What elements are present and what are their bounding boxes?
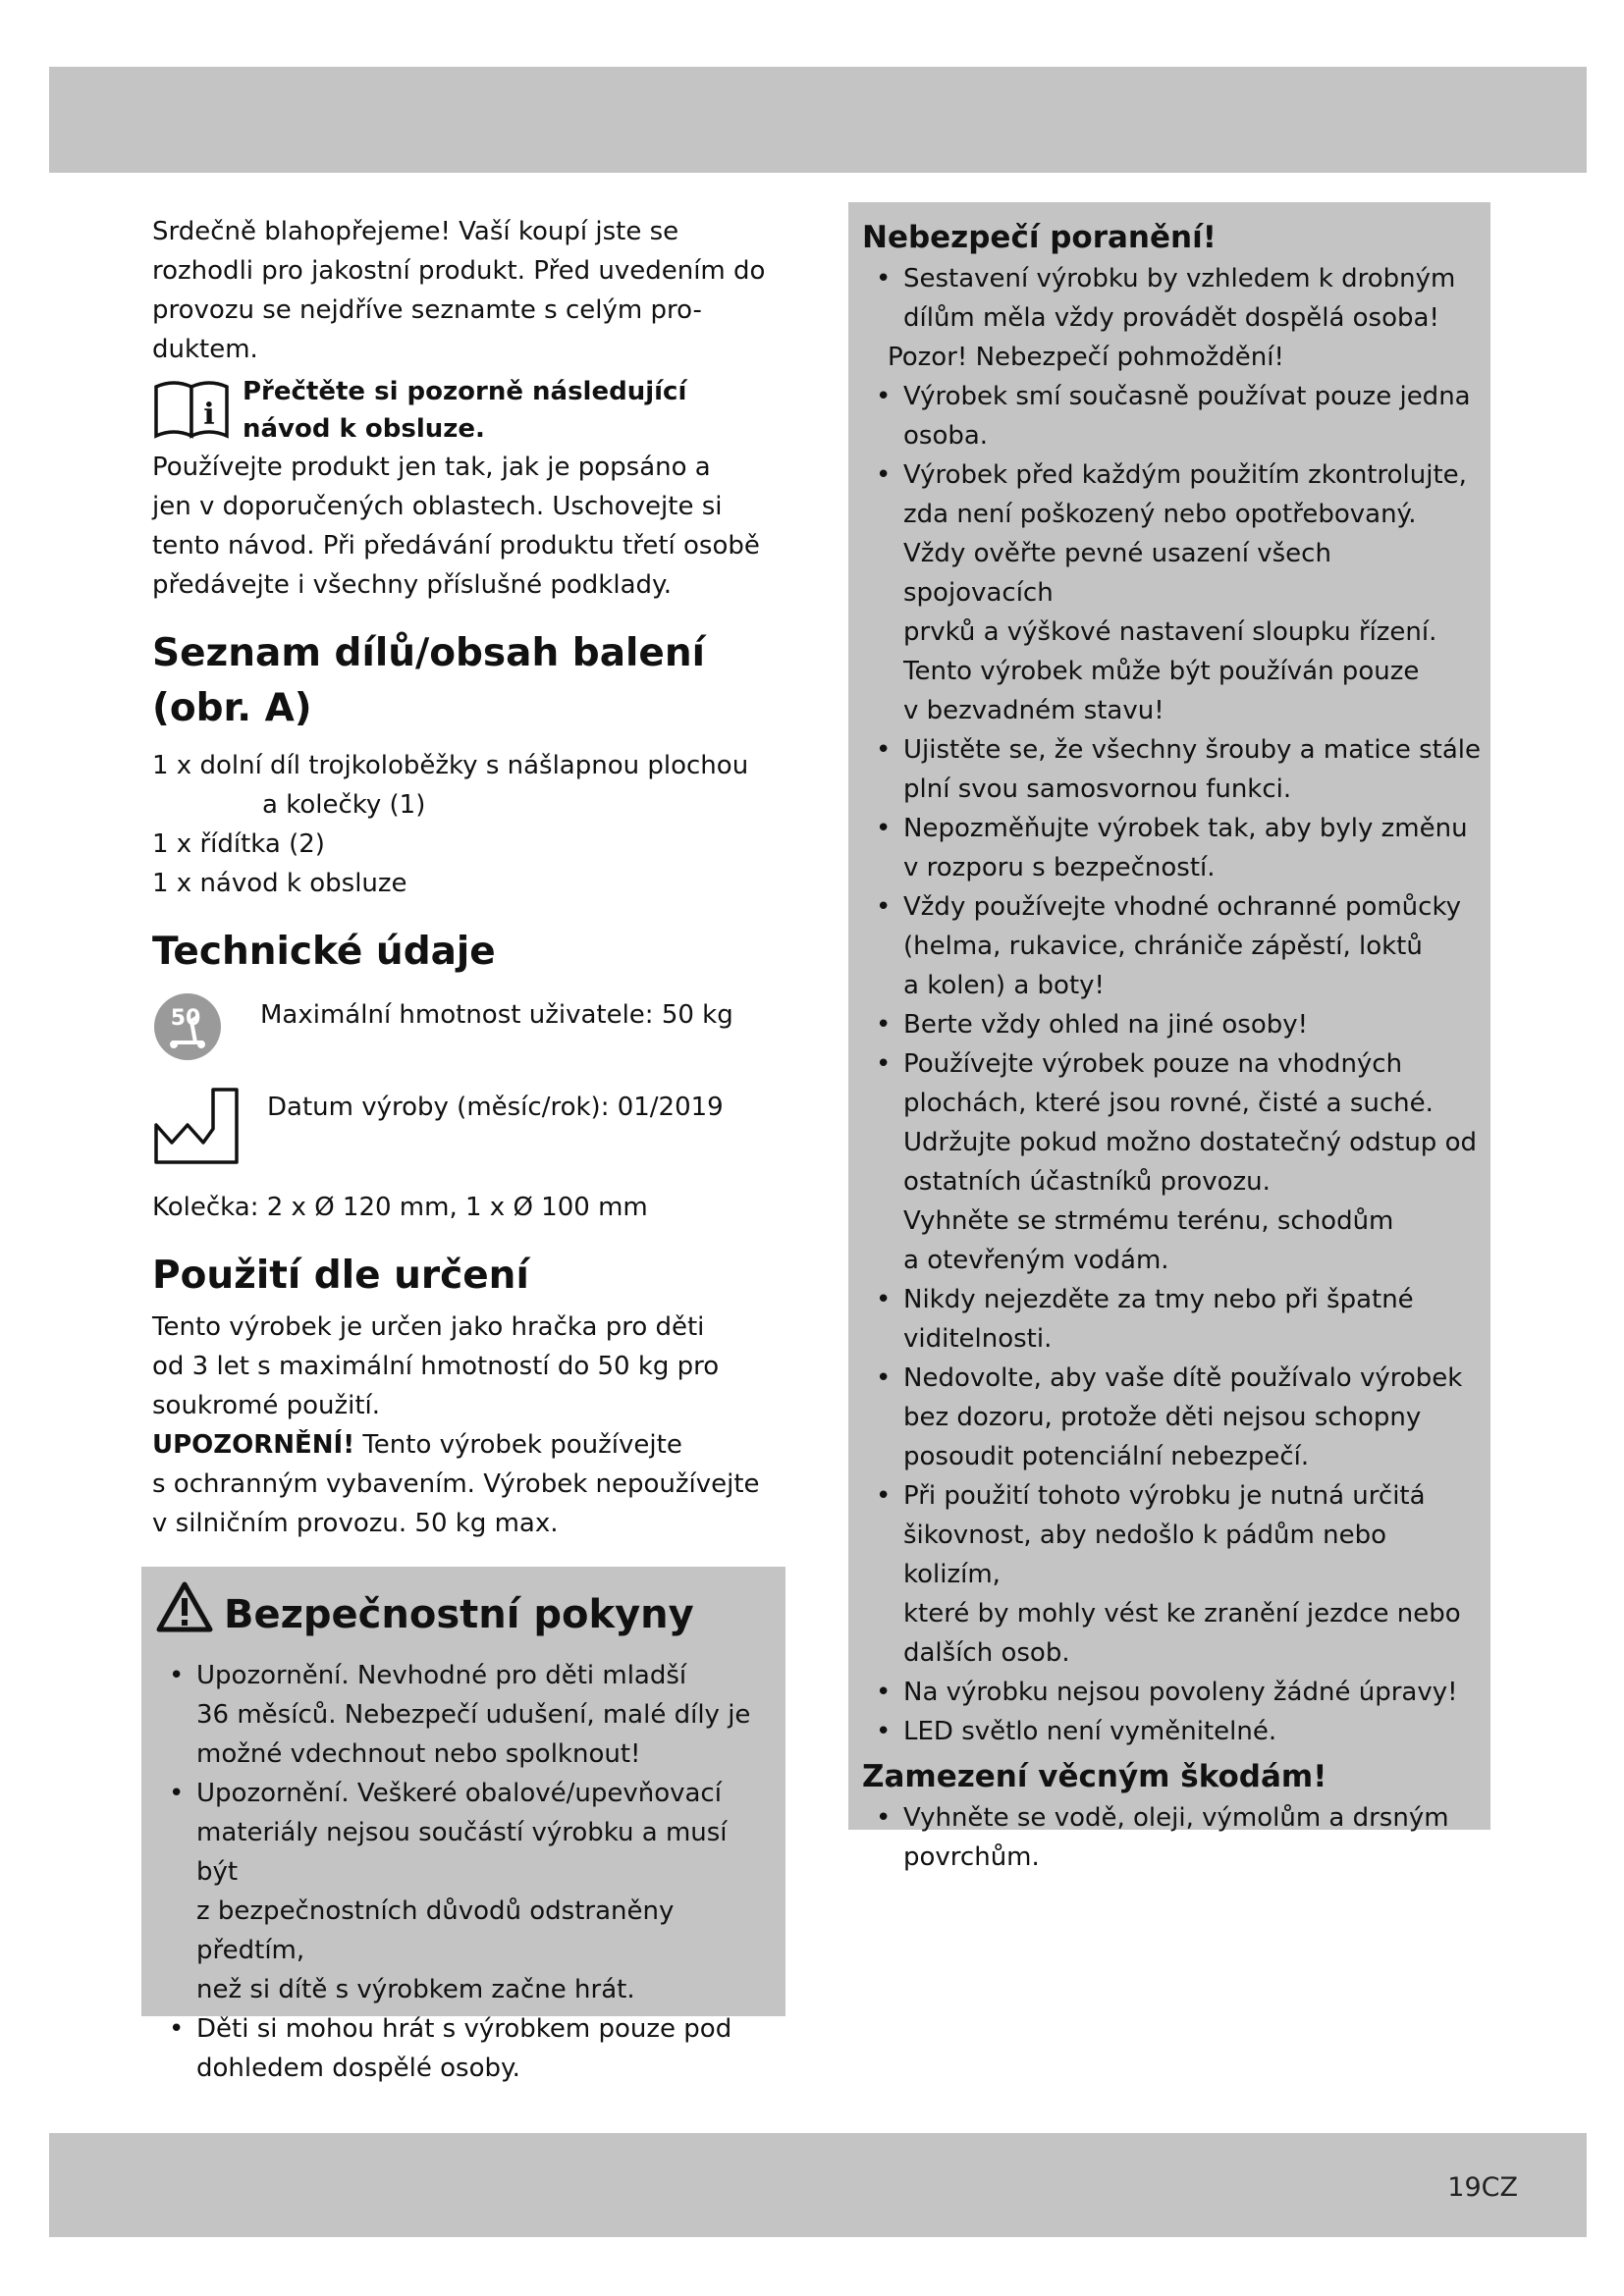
parts-list xyxy=(152,746,781,903)
item-line: zda není poškozený nebo opotřebovaný. xyxy=(903,500,1417,529)
left-column xyxy=(152,212,781,1543)
item-line: • Nikdy nejezděte za tmy nebo při špatné xyxy=(903,1285,1414,1314)
item-line: • Upozornění. Nevhodné pro děti mladší xyxy=(196,1661,687,1690)
text-line: jen v doporučených oblastech. Uschovejte si xyxy=(152,492,723,521)
list-item xyxy=(862,1359,1481,1476)
item-line: dílům měla vždy provádět dospělá osoba! xyxy=(903,303,1439,333)
parts-heading xyxy=(152,626,781,736)
weight-badge-text: 50 xyxy=(170,1006,201,1031)
warning-label: UPOZORNĚNÍ! xyxy=(152,1430,355,1460)
intended-use-text xyxy=(152,1308,781,1543)
list-item xyxy=(862,1798,1481,1877)
text-line: Srdečně blahopřejeme! Vaší koupí jste se xyxy=(152,217,679,246)
text-line: duktem. xyxy=(152,335,258,364)
list-item xyxy=(152,746,781,825)
item-line: • Vždy používejte vhodné ochranné pomůcky xyxy=(903,892,1461,922)
list-item xyxy=(862,809,1481,887)
warning-line xyxy=(152,1425,781,1465)
item-text: 1 x řídítka (2) xyxy=(152,829,325,859)
item-line: • Používejte výrobek pouze na vhodných xyxy=(903,1049,1403,1079)
text-line: provozu se nejdříve seznamte s celým pro- xyxy=(152,295,702,325)
intended-use-heading: Použití dle určení xyxy=(152,1254,529,1298)
intro-usage xyxy=(152,448,781,605)
item-line: • Při použití tohoto výrobku je nutná určitá xyxy=(903,1481,1426,1511)
item-line: Udržujte pokud možno dostatečný odstup od xyxy=(903,1128,1477,1157)
text-line: návod k obsluze. xyxy=(243,414,485,444)
item-line: • Na výrobku nejsou povoleny žádné úpravy! xyxy=(903,1678,1458,1707)
wheels-spec: Kolečka: 2 x Ø 120 mm, 1 x Ø 100 mm xyxy=(152,1193,648,1222)
text-line: Tento výrobek používejte xyxy=(354,1430,682,1460)
item-line: materiály nejsou součástí výrobku a musí být xyxy=(196,1818,728,1887)
manufacture-date-row xyxy=(152,1084,781,1182)
injury-list xyxy=(862,377,1481,1751)
injury-first-list xyxy=(862,259,1481,338)
text-line: Přečtěte si pozorně následující xyxy=(243,377,687,406)
safety-heading-text: Bezpečnostní pokyny xyxy=(224,1591,694,1637)
item-line: • Nedovolte, aby vaše dítě používalo výrobek xyxy=(903,1363,1463,1393)
list-item xyxy=(152,864,781,903)
footer-band xyxy=(49,2133,1587,2237)
item-line: 36 měsíců. Nebezpečí udušení, malé díly je xyxy=(196,1700,751,1730)
item-line: povrchům. xyxy=(903,1842,1040,1872)
crush-warning: Pozor! Nebezpečí pohmoždění! xyxy=(888,343,1284,372)
list-item xyxy=(862,1044,1481,1280)
svg-text:i: i xyxy=(203,398,215,432)
item-line: možné vdechnout nebo spolknout! xyxy=(196,1739,641,1769)
list-item xyxy=(862,1673,1481,1712)
factory-date-icon xyxy=(152,1086,241,1170)
text-line: Tento výrobek je určen jako hračka pro děti xyxy=(152,1312,705,1342)
max-weight-text: Maximální hmotnost uživatele: 50 kg xyxy=(260,1000,733,1030)
item-line: v rozporu s bezpečností. xyxy=(903,853,1216,882)
text-line: předávejte i všechny příslušné podklady. xyxy=(152,570,672,600)
item-line: a kolen) a boty! xyxy=(903,971,1105,1000)
item-line: dalších osob. xyxy=(903,1638,1070,1668)
item-line: plní svou samosvornou funkci. xyxy=(903,774,1292,804)
text-line: od 3 let s maximální hmotností do 50 kg pro xyxy=(152,1352,720,1381)
item-line: osoba. xyxy=(903,421,989,451)
safety-heading xyxy=(155,1580,772,1648)
text-line: v silničním provozu. 50 kg max. xyxy=(152,1509,559,1538)
safety-box xyxy=(141,1567,785,2083)
injury-heading: Nebezpečí poranění! xyxy=(862,220,1217,255)
heading-line: Seznam dílů/obsah balení xyxy=(152,631,705,675)
list-item xyxy=(155,2009,772,2088)
item-line: • Nepozměňujte výrobek tak, aby byly změnu xyxy=(903,814,1468,843)
item-line: než si dítě s výrobkem začne hrát. xyxy=(196,1975,635,2004)
item-line: viditelnosti. xyxy=(903,1324,1053,1354)
max-weight-row xyxy=(152,989,781,1084)
text-line: Používejte produkt jen tak, jak je popsáno a xyxy=(152,453,711,482)
item-line: • Vyhněte se vodě, oleji, výmolům a drsným xyxy=(903,1803,1449,1833)
item-line: které by mohly vést ke zranění jezdce nebo xyxy=(903,1599,1461,1629)
item-line: ostatních účastníků provozu. xyxy=(903,1167,1271,1197)
item-line: z bezpečnostních důvodů odstraněny předtím, xyxy=(196,1896,675,1965)
text-line: rozhodli pro jakostní produkt. Před uvedením do xyxy=(152,256,766,286)
list-item xyxy=(862,1005,1481,1044)
item-line: • LED světlo není vyměnitelné. xyxy=(903,1717,1277,1746)
damage-heading: Zamezení věcným škodám! xyxy=(862,1759,1327,1794)
item-line: • Výrobek smí současně používat pouze jedna xyxy=(903,382,1471,411)
item-line: (helma, rukavice, chrániče zápěstí, loktů xyxy=(903,932,1423,961)
item-line: dohledem dospělé osoby. xyxy=(196,2054,520,2083)
list-item xyxy=(862,1280,1481,1359)
read-manual-notice xyxy=(152,373,781,448)
item-line: Tento výrobek může být používán pouze xyxy=(903,657,1420,686)
page-number: 19CZ xyxy=(1447,2172,1518,2203)
item-line: Vždy ověřte pevné usazení všech spojovacích xyxy=(903,539,1331,608)
list-item xyxy=(862,887,1481,1005)
item-line: a otevřeným vodám. xyxy=(903,1246,1169,1275)
intro-greeting xyxy=(152,212,781,369)
list-item xyxy=(152,825,781,864)
list-item xyxy=(862,259,1481,338)
injury-box xyxy=(848,202,1490,1872)
safety-list xyxy=(155,1656,772,2088)
item-text: a kolečky (1) xyxy=(262,790,426,820)
item-line: posoudit potenciální nebezpečí. xyxy=(903,1442,1310,1471)
item-line: • Děti si mohou hrát s výrobkem pouze pod xyxy=(196,2014,732,2044)
item-line: • Sestavení výrobku by vzhledem k drobným xyxy=(903,264,1456,294)
item-line: bez dozoru, protože děti nejsou schopny xyxy=(903,1403,1422,1432)
item-line: • Výrobek před každým použitím zkontrolujte, xyxy=(903,460,1467,490)
book-info-icon xyxy=(152,379,231,444)
list-item xyxy=(155,1656,772,1774)
item-line: • Ujistěte se, že všechny šrouby a matice stále xyxy=(903,735,1482,765)
item-line: šikovnost, aby nedošlo k pádům nebo kolizím, xyxy=(903,1521,1386,1589)
manufacture-date-text: Datum výroby (měsíc/rok): 01/2019 xyxy=(267,1093,724,1122)
item-line: plochách, které jsou rovné, čisté a suché. xyxy=(903,1089,1434,1118)
item-line: • Upozornění. Veškeré obalové/upevňovací xyxy=(196,1779,722,1808)
list-item xyxy=(862,730,1481,809)
header-band xyxy=(49,67,1587,173)
list-item xyxy=(862,1476,1481,1673)
list-item xyxy=(862,1712,1481,1751)
tech-heading: Technické údaje xyxy=(152,930,496,974)
list-item xyxy=(862,377,1481,455)
weight-limit-icon xyxy=(152,991,223,1066)
heading-line: (obr. A) xyxy=(152,686,312,730)
item-line: • Berte vždy ohled na jiné osoby! xyxy=(903,1010,1309,1040)
text-line: s ochranným vybavením. Výrobek nepoužívejte xyxy=(152,1469,760,1499)
item-line: prvků a výškové nastavení sloupku řízení. xyxy=(903,617,1437,647)
text-line: soukromé použití. xyxy=(152,1391,381,1420)
item-text: 1 x dolní díl trojkoloběžky s nášlapnou plochou xyxy=(152,751,749,780)
damage-list xyxy=(862,1798,1481,1877)
item-line: Vyhněte se strmému terénu, schodům xyxy=(903,1206,1394,1236)
list-item xyxy=(155,1774,772,2009)
read-notice-text xyxy=(243,373,781,448)
item-text: 1 x návod k obsluze xyxy=(152,869,407,898)
list-item xyxy=(862,455,1481,730)
warning-triangle-icon xyxy=(155,1580,214,1648)
text-line: tento návod. Při předávání produktu třetí osobě xyxy=(152,531,760,561)
item-line: v bezvadném stavu! xyxy=(903,696,1164,725)
